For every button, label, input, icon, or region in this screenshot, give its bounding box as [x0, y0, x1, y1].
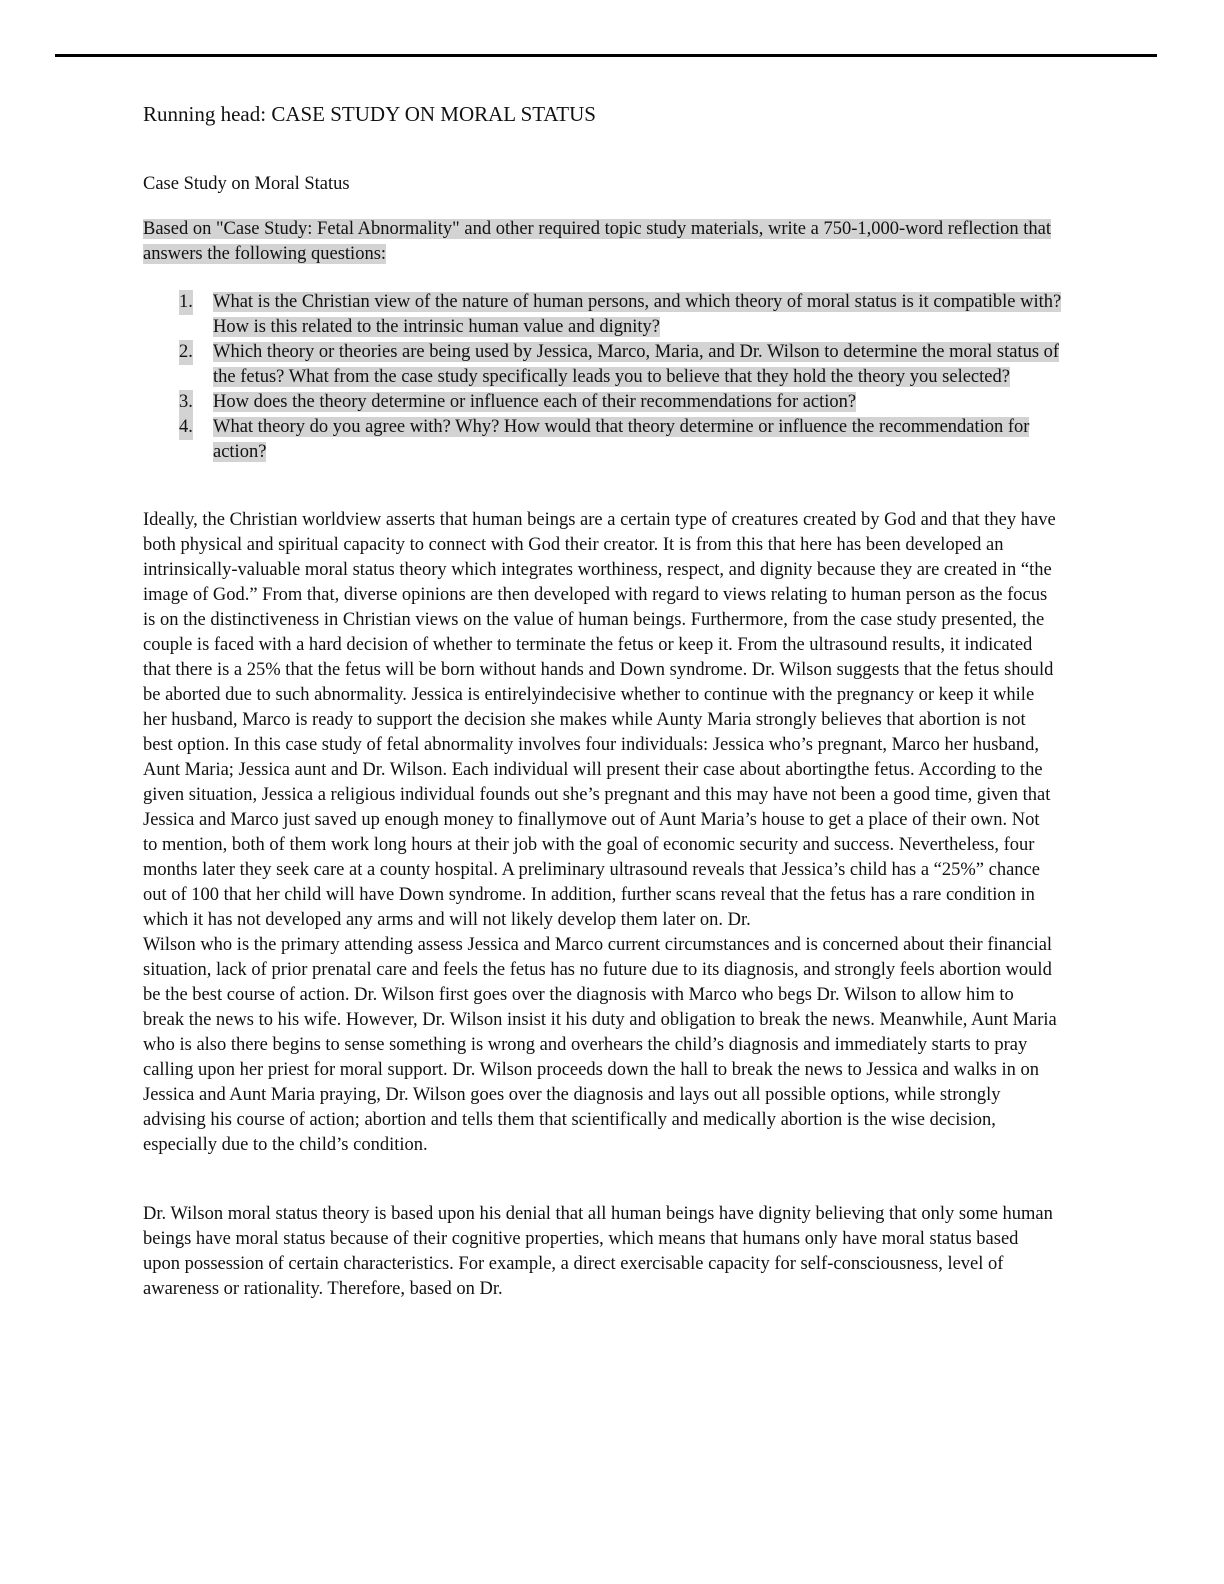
document-title: Case Study on Moral Status: [143, 174, 350, 194]
document-page: [143, 100, 1083, 1302]
question-item: [143, 340, 1083, 390]
question-item: [143, 390, 1083, 415]
question-item: [143, 415, 1083, 465]
question-text: How does the theory determine or influence each of their recommendations for action?: [213, 392, 857, 412]
running-head: Running head: CASE STUDY ON MORAL STATUS: [143, 102, 596, 126]
header-rule: [55, 54, 1157, 57]
question-list: [143, 290, 1083, 465]
question-item: [143, 290, 1083, 340]
question-text: Which theory or theories are being used by Jessica, Marco, Maria, and Dr. Wilson to determine the moral status of the fetus? What from the case study specifically leads you to believe that they hold the theory you selected?: [213, 342, 1060, 387]
prompt-text: Based on "Case Study: Fetal Abnormality" and other required topic study materials, write a 750-1,000-word reflection that answers the following questions:: [143, 219, 1052, 264]
question-text: What theory do you agree with? Why? How would that theory determine or influence the recommendation for action?: [213, 417, 1030, 462]
body-paragraph-2: Wilson who is the primary attending assess Jessica and Marco current circumstances and is concerned about their financial situation, lack of prior prenatal care and feels the fetus has no future due to its diagnosis, and strongly feels abortion would be the best course of action. Dr. Wilson first goes over the diagnosis with Marco who begs Dr. Wilson to allow him to break the news to his wife. However, Dr. Wilson insist it his duty and obligation to break the news. Meanwhile, Aunt Maria who is also there begins to sense something is wrong and overhears the child’s diagnosis and immediately starts to pray calling upon her priest for moral support. Dr. Wilson proceeds down the hall to break the news to Jessica and walks in on Jessica and Aunt Maria praying, Dr. Wilson goes over the diagnosis and lays out all possible options, while strongly advising his course of action; abortion and tells them that scientifically and medically abortion is the wise decision, especially due to the child’s condition.: [143, 935, 1057, 1155]
question-number: 3.: [179, 390, 193, 415]
body-paragraph-3: Dr. Wilson moral status theory is based upon his denial that all human beings have dignity believing that only some human beings have moral status because of their cognitive properties, which means that humans only have moral status based upon possession of certain characteristics. For example, a direct exercisable capacity for self-consciousness, level of awareness or rationality. Therefore, based on Dr.: [143, 1204, 1053, 1299]
assignment-prompt: [143, 217, 1083, 267]
question-text: What is the Christian view of the nature of human persons, and which theory of moral status is it compatible with? How is this related to the intrinsic human value and dignity?: [213, 292, 1062, 337]
question-number: 4.: [179, 415, 193, 440]
body-paragraph-1: Ideally, the Christian worldview asserts that human beings are a certain type of creatures created by God and that they have both physical and spiritual capacity to connect with God their creator. It is from this that here has been developed an intrinsically-valuable moral status theory which integrates worthiness, respect, and dignity because they are created in “the image of God.” From that, diverse opinions are then developed with regard to views relating to human person as the focus is on the distinctiveness in Christian views on the value of human beings. Furthermore, from the case study presented, the couple is faced with a hard decision of whether to terminate the fetus or keep it. From the ultrasound results, it indicated that there is a 25% that the fetus will be born without hands and Down syndrome. Dr. Wilson suggests that the fetus should be aborted due to such abnormality. Jessica is entirelyindecisive whether to continue with the pregnancy or keep it while her husband, Marco is ready to support the decision she makes while Aunty Maria strongly believes that abortion is not best option. In this case study of fetal abnormality involves four individuals: Jessica who’s pregnant, Marco her husband, Aunt Maria; Jessica aunt and Dr. Wilson. Each individual will present their case about abortingthe fetus. According to the given situation, Jessica a religious individual founds out she’s pregnant and this may have not been a good time, given that Jessica and Marco just saved up enough money to finallymove out of Aunt Maria’s house to get a place of their own. Not to mention, both of them work long hours at their job with the goal of economic security and success. Nevertheless, four months later they seek care at a county hospital. A preliminary ultrasound reveals that Jessica’s child has a “25%” chance out of 100 that her child will have Down syndrome. In addition, further scans reveal that the fetus has a rare condition in which it has not developed any arms and will not likely develop them later on. Dr.: [143, 510, 1056, 930]
question-number: 1.: [179, 290, 193, 315]
question-number: 2.: [179, 340, 193, 365]
